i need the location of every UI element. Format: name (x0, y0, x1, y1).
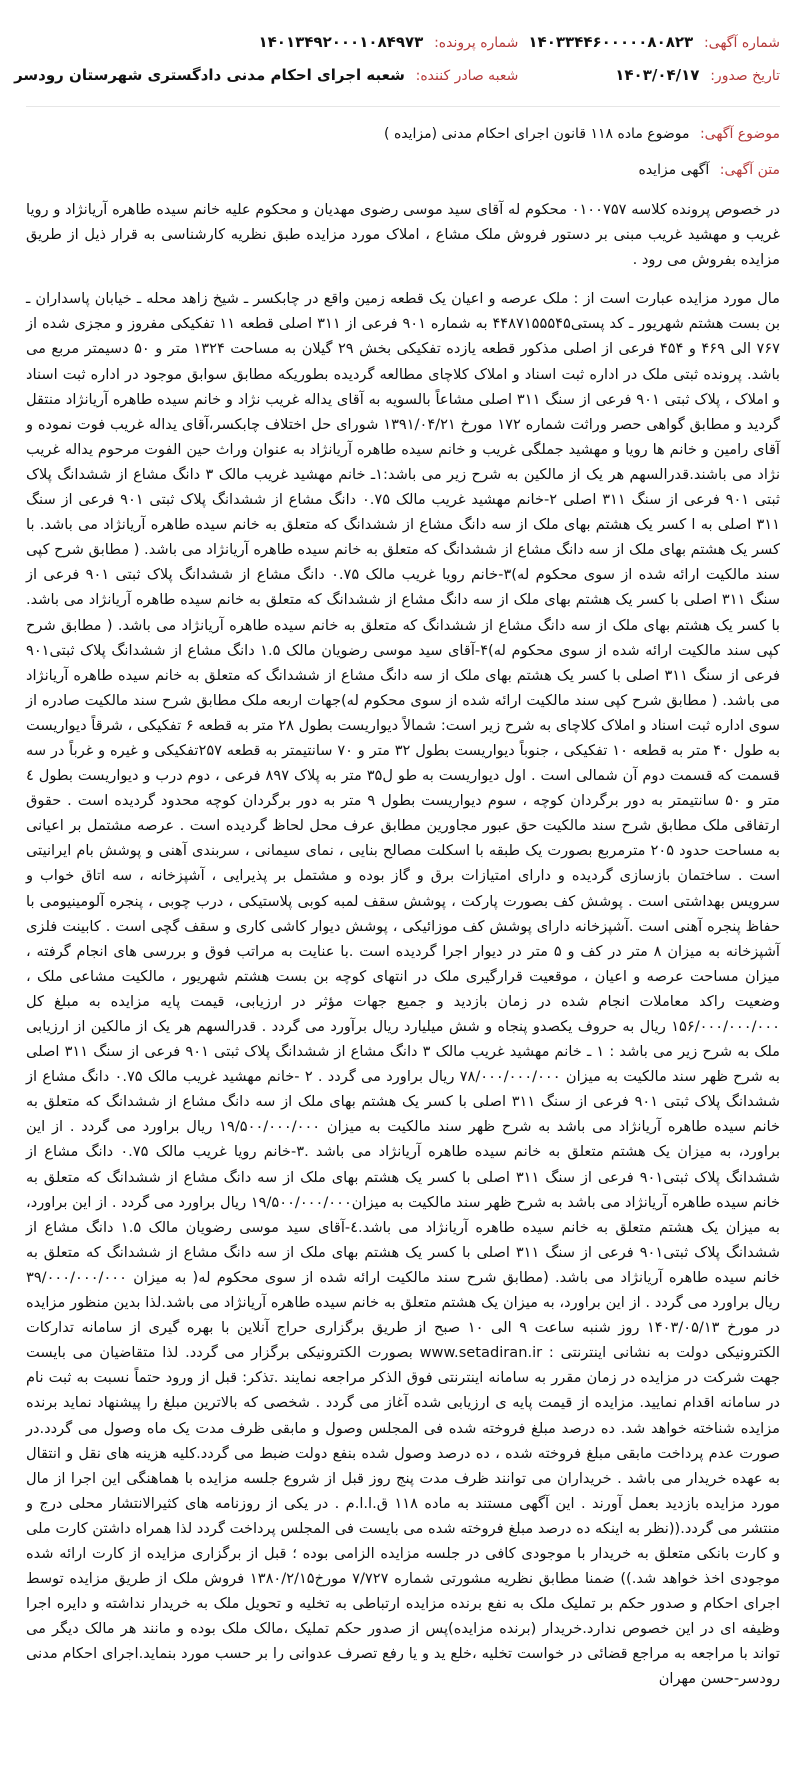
text-title: آگهی مزایده (638, 162, 710, 178)
body-paragraph-intro: در خصوص پرونده کلاسه ۰۱۰۰۷۵۷ محکوم له آقای سید موسی رضوی مهدیان و محکوم علیه خانم سیده طاهره آریانژاد و رویا غریب و مهشید غریب مبنی بر دستور فروش ملک مشاع ، املاک مورد مزایده طبق نظریه کارشناسی به قرار ذیل از طریق مزایده بفروش می رود . (26, 201, 781, 269)
issuer-value: شعبه اجرای احکام مدنی دادگستری شهرستان رودسر (14, 66, 405, 84)
issuer (14, 63, 518, 88)
issue-date-value: ۱۴۰۳/۰۴/۱۷ (615, 66, 700, 84)
issuer-label: شعبه صادر کننده: (415, 68, 519, 84)
text-label: متن آگهی: (719, 162, 780, 178)
ad-number-label: شماره آگهی: (703, 35, 780, 51)
header-divider (26, 106, 780, 107)
issue-date (528, 63, 780, 88)
text-row (8, 157, 798, 183)
case-number (14, 30, 518, 55)
body-paragraph-details: مال مورد مزایده عبارت است از : ملک عرصه و اعیان یک قطعه زمین واقع در چابکسر ـ شیخ زاهد محله ـ خیابان پاسداران ـ بن بست هشتم شهریور ـ کد پستی۴۴۸۷۱۵۵۵۴۵ به شماره ۹۰۱ فرعی از ۳۱۱ اصلی قطعه ۱۱ تفکیکی مفروز و مجزی شده از ۷۶۷ الی ۴۶۹ و ۴۵۴ فرعی از اصلی مذکور قطعه یازده تفکیکی بخش ۲۹ گیلان به مساحت ۱۳۲۴ متر و ۵۰ دسیمتر مربع می باشد. پرونده ثبتی ملک در اداره ثبت اسناد و املاک کلاچای مطالعه گردیده بطوریکه مطابق سوابق موجود در اداره ثبت اسناد و املاک ، پلاک ثبتی ۹۰۱ فرعی از سنگ ۳۱۱ اصلی مشاعاً بالسویه به آقای یداله غریب نژاد و خانم سیده طاهره آریانژاد منتقل گردید و مطابق گواهی حصر وراثت شماره ۱۷۲ مورخ ۱۳۹۱/۰۴/۲۱ شورای حل اختلاف چابکسر،آقای یداله غریب فوت نموده و آقای رامین و خانم ها رویا و مهشید جملگی غریب و خانم سیده طاهره آریانژاد به عنوان وراث حین الفوت مرحوم یداله غریب نژاد می باشند.قدرالسهم هر یک از مالکین به شرح زیر می باشد:۱ـ خانم مهشید غریب مالک ۳ دانگ مشاع از ششدانگ پلاک ثبتی ۹۰۱ فرعی از سنگ ۳۱۱ اصلی ۲-خانم مهشید غریب مالک ۰.۷۵ دانگ مشاع از ششدانگ پلاک ثبتی ۹۰۱ فرعی از سنگ ۳۱۱ اصلی به ا کسر یک هشتم بهای ملک از سه دانگ مشاع از ششدانگ که متعلق به خانم سیده طاهره آریانژاد می باشد. با کسر یک هشتم بهای ملک از سه دانگ مشاع از ششدانگ که متعلق به خانم سیده طاهره آریانژاد می باشد. ( مطابق شرح کپی سند مالکیت ارائه شده از سوی محکوم له)۳-خانم رویا غریب مالک ۰.۷۵ دانگ مشاع از ششدانگ پلاک ثبتی ۹۰۱ فرعی از سنگ ۳۱۱ اصلی با کسر یک هشتم بهای ملک از سه دانگ مشاع از ششدانگ که متعلق به خانم سیده طاهره آریانژاد می باشد. با کسر یک هشتم بهای ملک از سه دانگ مشاع از ششدانگ که متعلق به خانم سیده طاهره آریانژاد می باشد. ( مطابق شرح کپی سند مالکیت ارائه شده از سوی محکوم له)۴-آقای سید موسی رضویان مالک ۱.۵ دانگ مشاع از ششدانگ پلاک ثبتی۹۰۱ فرعی از سنگ ۳۱۱ اصلی با کسر یک هشتم بهای ملک از سه دانگ مشاع از ششدانگ که متعلق به خانم سیده طاهره آریانژاد می باشد. ( مطابق شرح کپی سند مالکیت ارائه شده از سوی محکوم له)جهات اربعه ملک مطابق شرح سند مالکیت صادره از سوی اداره ثبت اسناد و املاک کلاچای به شرح زیر است: شمالاً دیواریست بطول ۲۸ متر به قطعه ۶ تفکیکی ، شرقاً دیواریست به طول ۴۰ متر به قطعه ۱۰ تفکیکی ، جنوباً دیواریست بطول ۳۲ متر و ۷۰ سانتیمتر به قطعه ۲۵۷تفکیکی و غیره و غرباً در سه قسمت که قسمت دوم آن شمالی است . اول دیواریست به طو ل۳۵ متر به پلاک ۸۹۷ فرعی ، دوم درب و دیواریست بطول ٤ متر و ۵۰ سانتیمتر به دور برگردان کوچه ، سوم دیواریست بطول ۹ متر به دور برگردان کوچه محدود گردیده است . حقوق ارتفاقی ملک مطابق شرح سند مالکیت حق عبور مجاورین مطابق عرف محل لحاظ گردیده است . عرصه مشتمل بر اعیانی به مساحت حدود ۲۰۵ مترمربع بصورت یک طبقه با اسکلت مصالح بنایی ، نمای سیمانی ، سربندی آهنی و پوشش بام ایرانیتی است . ساختمان بازسازی گردیده و دارای امتیازات برق و گاز بوده و مشتمل بر پذیرایی ، آشپزخانه ، سه اتاق خواب و سرویس بهداشتی است . پوشش کف بصورت پارکت ، پوشش سقف لمبه کوبی پلاستیکی ، درب چوبی ، پنجره آلومینیومی با حفاظ پنجره آهنی است .آشپزخانه دارای پوشش کف موزائیکی ، پوشش دیوار کاشی کاری و سقف گچی است . کابینت فلزی آشپزخانه به میزان ۸ متر در کف و ۵ متر در دیوار اجرا گردیده است .با عنایت به مراتب فوق و بررسی های انجام گرفته ، میزان مساحت عرصه و اعیان ، موقعیت قرارگیری ملک در انتهای کوچه بن بست هشتم شهریور ، مالکیت مشاعی ملک ، وضعیت راکد معاملات انجام شده در زمان بازدید و جمیع جهات مؤثر در ارزیابی، قیمت پایه مزایده به مبلغ کل ۱۵۶/۰۰۰/۰۰۰/۰۰۰ ریال به حروف یکصدو پنجاه و شش میلیارد ریال برآورد می گردد . قدرالسهم هر یک از مالکین از ارزیابی ملک به شرح زیر می باشد : ۱ ـ خانم مهشید غریب مالک ۳ دانگ مشاع از ششدانگ پلاک ثبتی ۹۰۱ فرعی از سنگ ۳۱۱ اصلی به شرح ظهر سند مالکیت به میزان ۷۸/۰۰۰/۰۰۰/۰۰۰ ریال براورد می گردد . ۲ -خانم مهشید غریب مالک ۰.۷۵ دانگ مشاع از ششدانگ پلاک ثبتی ۹۰۱ فرعی از سنگ ۳۱۱ اصلی با کسر یک هشتم بهای ملک از سه دانگ مشاع از ششدانگ که متعلق به خانم سیده طاهره آریانژاد می باشد به شرح ظهر سند مالکیت به میزان ۱۹/۵۰۰/۰۰۰/۰۰۰ ریال براورد می گردد . از این براورد، به میزان یک هشتم متعلق به خانم سیده طاهره آریانژاد می باشد .۳-خانم رویا غریب مالک ۰.۷۵ دانگ مشاع از ششدانگ پلاک ثبتی۹۰۱ فرعی از سنگ ۳۱۱ اصلی با کسر یک هشتم بهای ملک از سه دانگ مشاع از ششدانگ که متعلق به خانم سیده طاهره آریانژاد می باشد به شرح ظهر سند مالکیت به میزان۱۹/۵۰۰/۰۰۰/۰۰۰ ریال براورد می گردد . از این براورد، به میزان یک هشتم متعلق به خانم سیده طاهره آریانژاد می باشد.٤-آقای سید موسی رضویان مالک ۱.۵ دانگ مشاع از ششدانگ پلاک ثبتی۹۰۱ فرعی از سنگ ۳۱۱ اصلی با کسر یک هشتم بهای ملک از سه دانگ مشاع از ششدانگ که متعلق به خانم سیده طاهره آریانژاد می باشد. (مطابق شرح سند مالکیت ارائه شده از سوی محکوم له( به میزان ۳۹/۰۰۰/۰۰۰/۰۰۰ ریال براورد می گردد . از این براورد، به میزان یک هشتم متعلق به خانم سیده طاهره آریانژاد می باشد.لذا بدین منظور مزایده در مورخ ۱۴۰۳/۰۵/۱۳ روز شنبه ساعت ۹ الی ۱۰ صبح از طریق برگزاری حراج آنلاین با بهره گیری از سامانه تدارکات الکترونیکی دولت به نشانی اینترنتی : www.setadiran.ir بصورت الکترونیکی برگزار می گردد. لذا متقاضیان می بایست جهت شرکت در مزایده در زمان مقرر به سامانه اینترنتی فوق الذکر مراجعه نمایند .تذکر: قبل از ورود حتماً نسبت به ثبت نام در سامانه اقدام نمایید. مزایده از قیمت پایه ی ارزیابی شده آغاز می گردد . شخصی که بالاترین مبلغ را پیشنهاد نماید برنده مزایده شناخته خواهد شد. ده درصد مبلغ فروخته شده فی المجلس وصول و مابقی ظرف مدت یک ماه وصول می گردد.در صورت عدم پرداخت مابقی مبلغ فروخته شده ، ده درصد وصول شده بنفع دولت ضبط می گردد.کلیه هزینه های نقل و انتقال به عهده خریدار می باشد . خریداران می توانند ظرف مدت پنج روز قبل از شروع جلسه مزایده با هماهنگی این اجرا از مال مورد مزایده بازدید بعمل آورند . این آگهی مستند به ماده ۱۱۸ ق.ا.ا.م . در یکی از روزنامه های کثیرالانتشار محلی درج و منتشر می گردد.((نظر به اینکه ده درصد مبلغ فروخته شده می بایست فی المجلس پرداخت گردد لذا همراه داشتن کارت ملی و کارت بانکی متعلق به خریدار با موجودی کافی در جلسه مزایده الزامی بوده ؛ قبل از برگزاری مزایده از کارت ارائه شده موجودی اخذ خواهد شد.)) ضمنا مطابق نظریه مشورتی شماره ۷/۷۲۷ مورخ۱۳۸۰/۲/۱۵ فروش ملک از طریق مزایده توسط اجرای احکام و صدور حکم بر تملیک ملک به نفع برنده مزایده ارتباطی به تخلیه و تحویل ملک به خریدار نداشته و دایره اجرا وظیفه ای در این خصوص ندارد.خریدار (برنده مزایده)پس از صدور حکم تملیک ،مالک ملک بوده و مانند هر مالک دیگر می تواند با مراجعه به مراجع قضائی در خواست تخلیه ،خلع ید و یا رفع تصرف عدوانی را بر حسب مورد بنماید.اجرای احکام مدنی رودسر-حسن مهران (26, 290, 781, 1688)
ad-number-value: ۱۴۰۳۳۴۴۶۰۰۰۰۰۸۰۸۲۳ (528, 33, 694, 51)
subject-row (8, 121, 798, 147)
case-number-label: شماره پرونده: (434, 35, 519, 51)
notice-meta (8, 30, 798, 88)
ad-number (528, 30, 780, 55)
issue-date-label: تاریخ صدور: (710, 68, 780, 84)
subject-label: موضوع آگهی: (699, 126, 780, 142)
case-number-value: ۱۴۰۱۳۴۹۲۰۰۰۱۰۸۴۹۷۳ (258, 33, 424, 51)
notice-body (8, 183, 798, 1692)
subject-value: موضوع ماده ۱۱۸ قانون اجرای احکام مدنی (مزایده ) (384, 126, 690, 142)
